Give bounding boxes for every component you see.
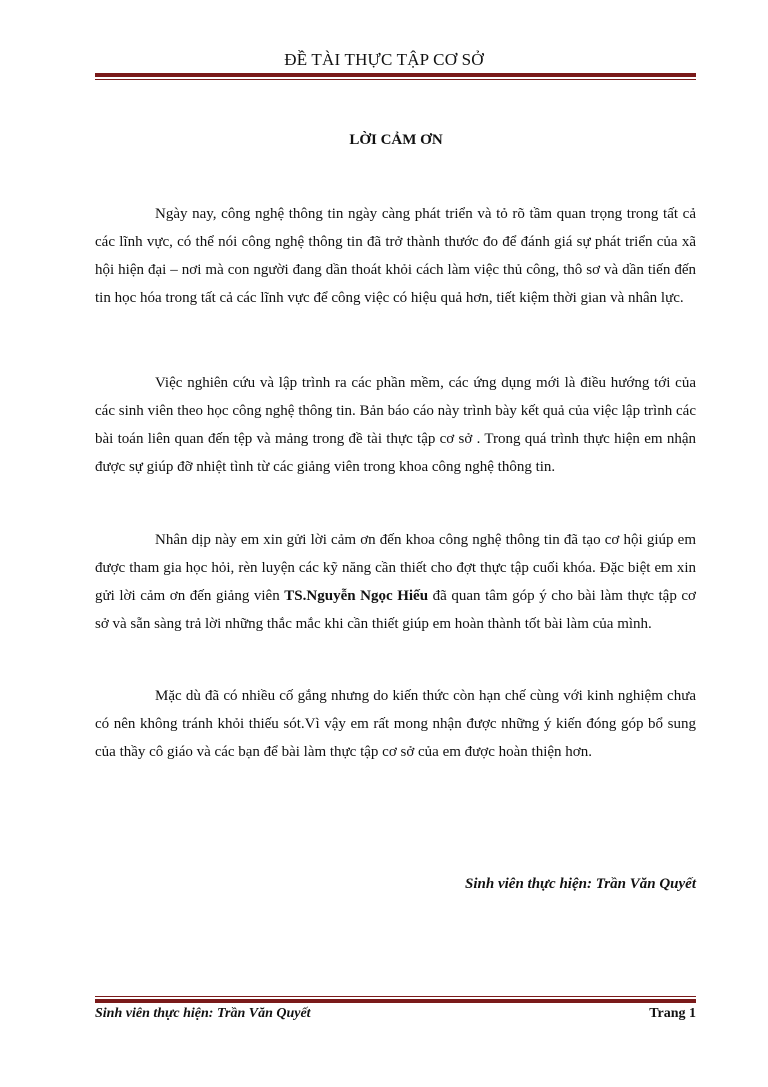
footer-author: Sinh viên thực hiện: Trần Văn Quyết — [95, 1006, 311, 1021]
paragraph-3 — [95, 526, 696, 638]
document-title: LỜI CẢM ƠN — [349, 132, 443, 148]
page-number: Trang 1 — [649, 1006, 696, 1021]
footer-rule-thin — [95, 996, 696, 997]
header-rule-thick — [95, 73, 696, 77]
paragraph-4: Mặc dù đã có nhiều cố gắng nhưng do kiến thức còn hạn chế cùng với kinh nghiệm chưa có nên không tránh khỏi thiếu sót.Vì vậy em rất mong nhận được những ý kiến đóng góp bổ sung của thầy cô giáo và các bạn để bài làm thực tập cơ sở của em được hoàn thiện hơn. — [95, 688, 696, 760]
header-title: ĐỀ TÀI THỰC TẬP CƠ SỞ — [284, 50, 484, 69]
paragraph-1: Ngày nay, công nghệ thông tin ngày càng phát triển và tỏ rõ tầm quan trọng trong tất cả các lĩnh vực, có thể nói công nghệ thông tin đã trở thành thước đo để đánh giá sự phát triển của xã hội hiện đại – nơi mà con người đang dần thoát khỏi cách làm việc thủ công, thô sơ và dần tiến đến tin học hóa trong tất cả các lĩnh vực để công việc có hiệu quả hơn, tiết kiệm thời gian và nhân lực. — [95, 206, 696, 306]
paragraph-2: Việc nghiên cứu và lập trình ra các phần mềm, các ứng dụng mới là điều hướng tới của các sinh viên theo học công nghệ thông tin. Bản báo cáo này trình bày kết quả của việc lập trình các bài toán liên quan đến tệp và mảng trong đề tài thực tập cơ sở . Trong quá trình thực hiện em nhận được sự giúp đỡ nhiệt tình từ các giảng viên trong khoa công nghệ thông tin. — [95, 375, 696, 475]
signature: Sinh viên thực hiện: Trần Văn Quyết — [465, 876, 696, 892]
header-rule-thin — [95, 79, 696, 80]
paragraph-3-text-1: Nhân dịp này em xin gửi lời cảm ơn đến khoa công nghệ thông tin đã tạo cơ hội giúp em được tham gia học hỏi, rèn luyện các kỹ năng cần thiết cho đợt thực tập cuối khóa. Đặc biệt em xin gửi lời cảm ơn đến giảng viên — [95, 532, 696, 604]
footer-rule-thick — [95, 999, 696, 1003]
advisor-name: TS.Nguyễn Ngọc Hiếu — [284, 588, 429, 604]
paragraph-3-text-2: đã quan tâm góp ý cho bài làm thực tập cơ sở và sẵn sàng trả lời những thắc mắc khi cần thiết giúp em hoàn thành tốt bài làm của mình. — [95, 588, 696, 632]
